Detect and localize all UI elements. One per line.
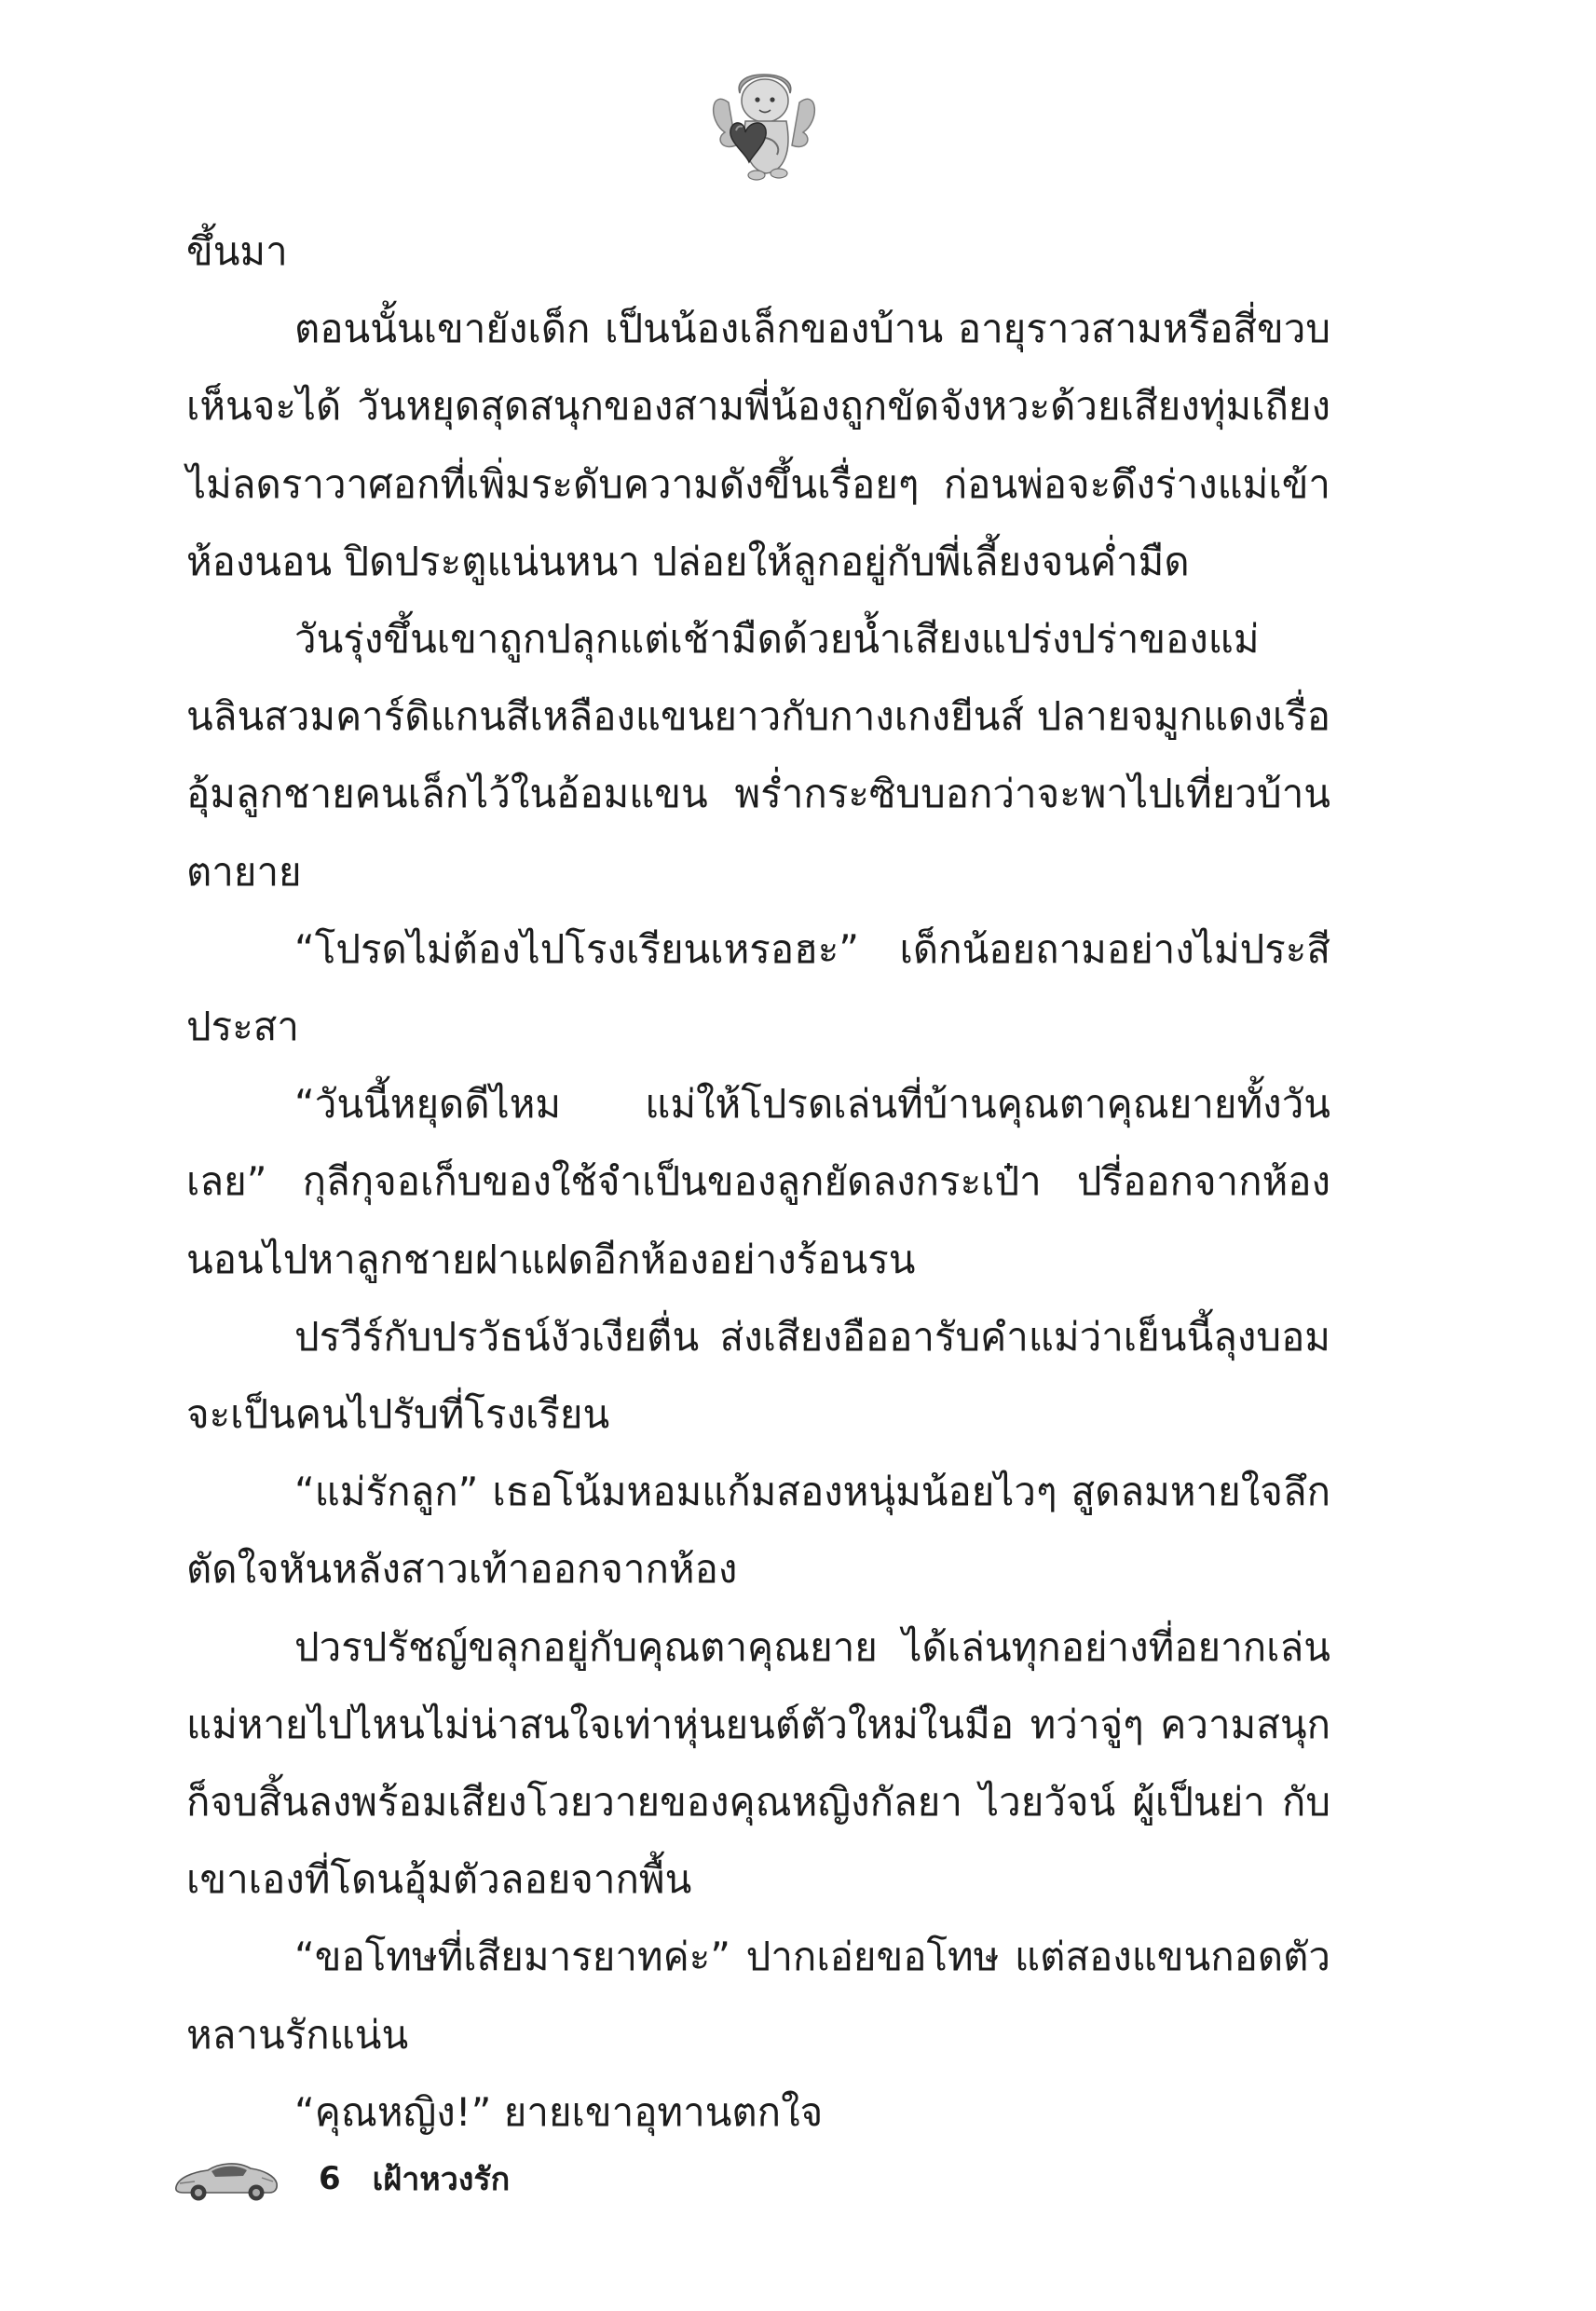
page-footer [172,2151,510,2207]
paragraph: ปวรปรัชญ์ขลุกอยู่กับคุณตาคุณยาย ได้เล่นทุกอย่างที่อยากเล่น แม่หายไปไหนไม่น่าสนใจเท่าหุ่นยนต์ตัวใหม่ในมือ ทว่าจู่ๆ ความสนุกก็จบสิ้นลงพร้อมเสียงโวยวายของคุณหญิงกัลยา ไวยวัจน์ ผู้เป็นย่า กับเขาเองที่โดนอุ้มตัวลอยจากพื้น [186,1623,1330,1903]
paragraph: “แม่รักลูก” เธอโน้มหอมแก้มสองหนุ่มน้อยไวๆ สูดลมหายใจลึก ตัดใจหันหลังสาวเท้าออกจากห้อง [186,1469,1330,1593]
paragraph: “โปรดไม่ต้องไปโรงเรียนเหรอฮะ” เด็กน้อยถามอย่างไม่ประสีประสา [186,925,1330,1050]
page-number: 6 [319,2160,341,2197]
cherub-heart-icon [708,65,820,182]
paragraph: “วันนี้หยุดดีไหม แม่ให้โปรดเล่นที่บ้านคุณตาคุณยายทั้งวันเลย” กุลีกุจอเก็บของใช้จำเป็นของลูกยัดลงกระเป๋า ปรี่ออกจากห้องนอนไปหาลูกชายฝาแฝดอีกห้องอย่างร้อนรน [186,1081,1330,1282]
sports-car-icon [172,2155,280,2202]
paragraph: วันรุ่งขึ้นเขาถูกปลุกแต่เช้ามืดด้วยน้ำเสียงแปร่งปร่าของแม่ นลินสวมคาร์ดิแกนสีเหลืองแขนยาวกับกางเกงยีนส์ ปลายจมูกแดงเรื่อ อุ้มลูกชายคนเล็กไว้ในอ้อมแขน พร่ำกระซิบบอกว่าจะพาไปเที่ยวบ้านตายาย [186,616,1330,895]
paragraph: “ขอโทษที่เสียมารยาทค่ะ” ปากเอ่ยขอโทษ แต่สองแขนกอดตัวหลานรักแน่น [186,1934,1330,2058]
paragraph: ตอนนั้นเขายังเด็ก เป็นน้องเล็กของบ้าน อายุราวสามหรือสี่ขวบเห็นจะได้ วันหยุดสุดสนุกของสามพี่น้องถูกขัดจังหวะด้วยเสียงทุ่มเถียงไม่ลดราวาศอกที่เพิ่มระดับความดังขึ้นเรื่อยๆ ก่อนพ่อจะดึงร่างแม่เข้าห้องนอน ปิดประตูแน่นหนา ปล่อยให้ลูกอยู่กับพี่เลี้ยงจนค่ำมืด [186,306,1330,584]
body-text [186,212,1330,2151]
paragraph: “คุณหญิง!” ยายเขาอุทานตกใจ [294,2088,824,2135]
paragraph: ขึ้นมา [186,228,288,274]
paragraph: ปรวีร์กับปรวัธน์งัวเงียตื่น ส่งเสียงอืออารับคำแม่ว่าเย็นนี้ลุงบอมจะเป็นคนไปรับที่โรงเรียน [186,1313,1330,1438]
book-title: เฝ้าหวงรัก [372,2161,511,2198]
